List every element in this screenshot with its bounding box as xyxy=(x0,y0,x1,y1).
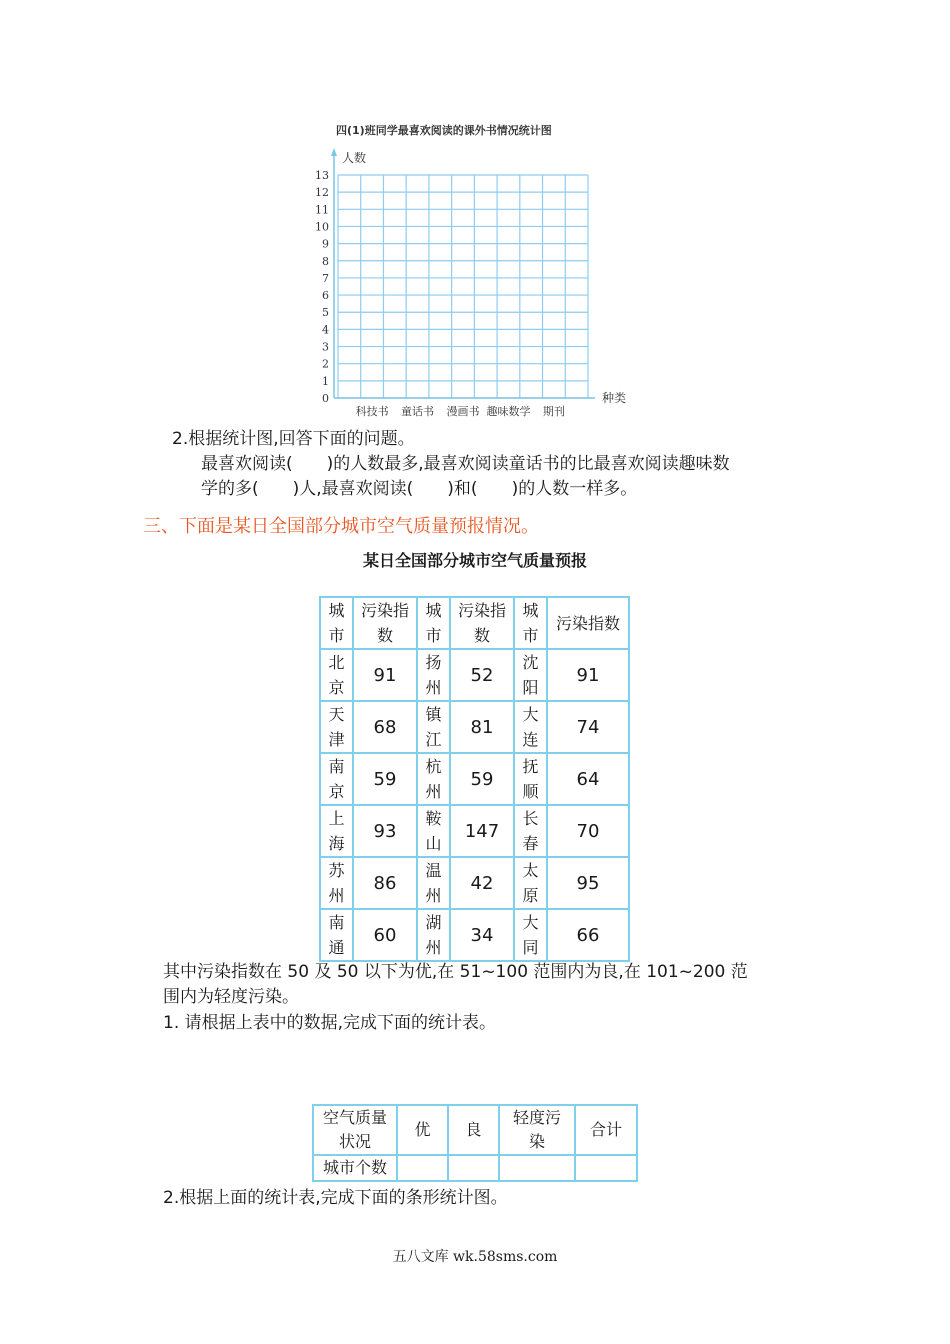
stat-header-good: 良 xyxy=(448,1105,499,1155)
y-tick-label: 10 xyxy=(315,220,329,234)
city-cell: 湖 州 xyxy=(417,909,450,961)
table-row xyxy=(320,805,629,857)
city-cell: 大 连 xyxy=(514,701,547,753)
header-city-2: 城 市 xyxy=(417,597,450,649)
pollution-index-cell: 59 xyxy=(353,753,417,805)
stat-header-light-pollution: 轻度污 染 xyxy=(499,1105,575,1155)
x-axis-label: 种类 xyxy=(602,391,627,405)
y-tick-label: 0 xyxy=(322,392,329,405)
y-axis-label: 人数 xyxy=(342,151,367,165)
city-cell: 上 海 xyxy=(320,805,353,857)
header-index-2: 污染指 数 xyxy=(450,597,514,649)
pollution-index-cell: 93 xyxy=(353,805,417,857)
y-tick-label: 3 xyxy=(322,340,329,354)
city-cell: 南 通 xyxy=(320,909,353,961)
pollution-index-cell: 86 xyxy=(353,857,417,909)
pollution-index-cell: 59 xyxy=(450,753,514,805)
stat-table-header-row xyxy=(313,1105,637,1155)
stat-header-status: 空气质量 状况 xyxy=(313,1105,397,1155)
pollution-index-cell: 70 xyxy=(547,805,629,857)
city-cell: 太 原 xyxy=(514,857,547,909)
city-cell: 镇 江 xyxy=(417,701,450,753)
note-line-2: 围内为轻度污染。 xyxy=(163,987,299,1007)
stat-cell-excellent[interactable] xyxy=(397,1155,448,1181)
pollution-index-cell: 66 xyxy=(547,909,629,961)
x-axis-categories xyxy=(356,404,565,418)
header-city-1: 城 市 xyxy=(320,597,353,649)
city-cell: 苏 州 xyxy=(320,857,353,909)
question-2-chart: 2.根据上面的统计表,完成下面的条形统计图。 xyxy=(163,1188,508,1208)
pollution-index-cell: 64 xyxy=(547,753,629,805)
stat-table-row xyxy=(313,1155,637,1181)
city-cell: 温 州 xyxy=(417,857,450,909)
table-header-row xyxy=(320,597,629,649)
pollution-index-cell: 95 xyxy=(547,857,629,909)
section-3-title: 三、下面是某日全国部分城市空气质量预报情况。 xyxy=(143,516,539,537)
y-tick-label: 11 xyxy=(315,203,329,217)
stat-header-total: 合计 xyxy=(575,1105,637,1155)
air-quality-table xyxy=(319,596,630,962)
pollution-index-cell: 34 xyxy=(450,909,514,961)
pollution-index-cell: 91 xyxy=(353,649,417,701)
y-tick-label: 12 xyxy=(315,186,329,200)
x-category-label: 漫画书 xyxy=(446,405,480,418)
y-tick-label: 8 xyxy=(322,254,329,268)
y-tick-label: 13 xyxy=(315,169,329,182)
y-tick-label: 7 xyxy=(322,271,329,285)
pollution-index-cell: 91 xyxy=(547,649,629,701)
city-cell: 杭 州 xyxy=(417,753,450,805)
city-cell: 扬 州 xyxy=(417,649,450,701)
pollution-index-cell: 52 xyxy=(450,649,514,701)
city-cell: 大 同 xyxy=(514,909,547,961)
y-axis-arrow-icon xyxy=(331,148,337,156)
air-quality-table-title: 某日全国部分城市空气质量预报 xyxy=(362,551,587,570)
table-row xyxy=(320,857,629,909)
table-row xyxy=(320,649,629,701)
chart-title: 四(1)班同学最喜欢阅读的课外书情况统计图 xyxy=(336,124,552,137)
city-cell: 长 春 xyxy=(514,805,547,857)
stat-cell-good[interactable] xyxy=(448,1155,499,1181)
chart-grid xyxy=(338,175,588,398)
x-category-label: 科技书 xyxy=(355,405,389,418)
question-2-heading: 2.根据统计图,回答下面的问题。 xyxy=(172,429,415,449)
y-tick-label: 4 xyxy=(322,323,329,337)
question-1: 1. 请根据上表中的数据,完成下面的统计表。 xyxy=(163,1013,497,1033)
city-cell: 天 津 xyxy=(320,701,353,753)
header-city-3: 城 市 xyxy=(514,597,547,649)
pollution-index-cell: 68 xyxy=(353,701,417,753)
pollution-index-cell: 60 xyxy=(353,909,417,961)
city-cell: 北 京 xyxy=(320,649,353,701)
city-cell: 南 京 xyxy=(320,753,353,805)
city-cell: 鞍 山 xyxy=(417,805,450,857)
question-2-text-2: 学的多( )人,最喜欢阅读( )和( )的人数一样多。 xyxy=(201,479,638,499)
table-row xyxy=(320,701,629,753)
stat-cell-total[interactable] xyxy=(575,1155,637,1181)
footer-watermark: 五八文库 wk.58sms.com xyxy=(392,1249,558,1265)
x-category-label: 童话书 xyxy=(401,405,435,418)
stat-cell-light-pollution[interactable] xyxy=(499,1155,575,1181)
city-cell: 抚 顺 xyxy=(514,753,547,805)
y-tick-label: 9 xyxy=(322,237,329,251)
question-2-text-1: 最喜欢阅读( )的人数最多,最喜欢阅读童话书的比最喜欢阅读趣味数 xyxy=(201,454,730,474)
stat-row-label: 城市个数 xyxy=(313,1155,397,1181)
x-category-label: 趣味数学 xyxy=(486,405,531,418)
stat-header-excellent: 优 xyxy=(397,1105,448,1155)
header-index-1: 污染指 数 xyxy=(353,597,417,649)
table-row xyxy=(320,753,629,805)
y-tick-label: 5 xyxy=(322,306,329,320)
city-cell: 沈 阳 xyxy=(514,649,547,701)
bar-chart xyxy=(300,140,640,420)
header-index-3: 污染指数 xyxy=(547,597,629,649)
y-tick-label: 2 xyxy=(322,357,329,371)
note-line-1: 其中污染指数在 50 及 50 以下为优,在 51~100 范围内为良,在 101~200 范 xyxy=(163,962,748,982)
y-tick-label: 1 xyxy=(322,374,329,388)
stat-table xyxy=(312,1104,638,1182)
y-tick-label: 6 xyxy=(322,289,329,303)
pollution-index-cell: 147 xyxy=(450,805,514,857)
pollution-index-cell: 74 xyxy=(547,701,629,753)
x-category-label: 期刊 xyxy=(542,405,565,418)
pollution-index-cell: 42 xyxy=(450,857,514,909)
table-row xyxy=(320,909,629,961)
y-axis-ticks xyxy=(315,169,329,405)
pollution-index-cell: 81 xyxy=(450,701,514,753)
